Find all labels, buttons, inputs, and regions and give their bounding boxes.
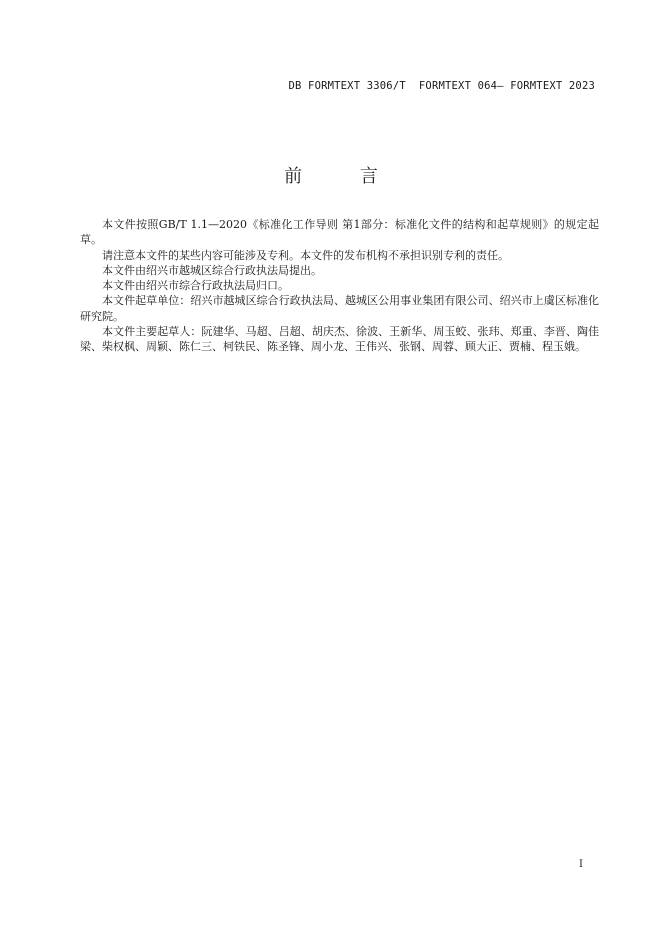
page-number: I xyxy=(579,859,583,870)
paragraph-administrator: 本文件由绍兴市综合行政执法局归口。 xyxy=(102,279,289,293)
standard-code-header: DB FORMTEXT 3306/T FORMTEXT 064— FORMTEXT 2023 xyxy=(288,80,595,92)
page-title: 前 言 xyxy=(284,166,404,187)
paragraph-proposer: 本文件由绍兴市越城区综合行政执法局提出。 xyxy=(102,263,322,277)
paragraph-drafting-units: 本文件起草单位：绍兴市越城区综合行政执法局、越城区公用事业集团有限公司、绍兴市上虞区标准化研究院。 xyxy=(80,294,599,323)
paragraph-drafting-rules: 本文件按照GB/T 1.1—2020《标准化工作导则 第1部分：标准化文件的结构和起草规则》的规定起草。 xyxy=(80,218,599,247)
paragraph-drafters: 本文件主要起草人：阮建华、马超、吕超、胡庆杰、徐波、王新华、周玉蛟、张玮、郑重、李晋、陶佳梁、柴权枫、周颖、陈仁三、柯铁民、陈圣锋、周小龙、王伟兴、张钢、周蓉、顾大正、贾楠、程玉娥。 xyxy=(80,325,599,354)
paragraph-patent-notice: 请注意本文件的某些内容可能涉及专利。本文件的发布机构不承担识别专利的责任。 xyxy=(102,248,509,262)
preface-body xyxy=(80,217,599,355)
